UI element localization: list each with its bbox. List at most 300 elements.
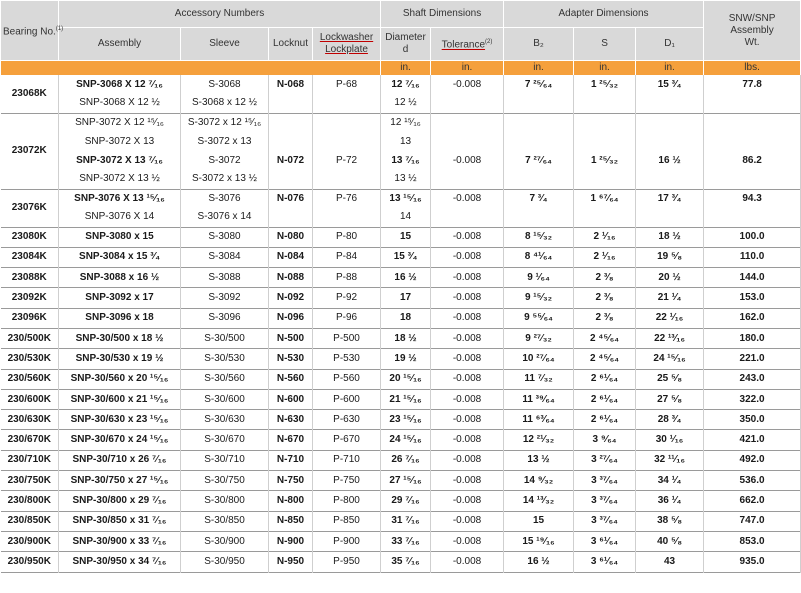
weight-cell: 86.2 [704,151,801,170]
assembly-cell: SNP-30/670 x 24 ¹⁵⁄₁₆ [59,430,181,450]
b2-cell [504,94,574,113]
d1-cell: 34 ¹⁄₄ [636,471,704,491]
bearing-group [1,531,801,551]
bearing-group [1,369,801,389]
b2-cell: 12 ²¹⁄₃₂ [504,430,574,450]
locknut-cell: N-600 [269,389,313,409]
table-row [1,552,801,572]
weight-cell: 243.0 [704,369,801,389]
lockplate-cell: P-84 [313,247,381,267]
bearing-group [1,227,801,247]
b2-cell: 8 ⁴¹⁄₆₄ [504,247,574,267]
s-cell: 3 ³⁷⁄₆₄ [574,471,636,491]
tolerance-cell: -0.008 [431,189,504,208]
lockplate-cell: P-800 [313,491,381,511]
b2-cell: 7 ²⁷⁄₆₄ [504,151,574,170]
table-row [1,471,801,491]
sleeve-cell: S-30/530 [181,349,269,369]
weight-cell: 110.0 [704,247,801,267]
b2-cell [504,170,574,189]
bearing-group [1,389,801,409]
sleeve-cell: S-3072 x 13 [181,132,269,151]
assembly-cell: SNP-3076 X 14 [59,208,181,227]
s-cell: 2 ¹⁄₁₆ [574,247,636,267]
weight-cell: 492.0 [704,450,801,470]
lockplate-cell: P-710 [313,450,381,470]
d1-cell [636,208,704,227]
weight-cell: 935.0 [704,552,801,572]
sleeve-cell: S-30/500 [181,328,269,348]
table-header [1,1,801,61]
b2-cell: 7 ³⁄₄ [504,189,574,208]
shaft-dimensions-header: Shaft Dimensions [381,1,504,28]
s-cell: 2 ⁴⁵⁄₆₄ [574,349,636,369]
unit-b2: in. [504,61,574,76]
s-cell: 1 ⁶⁷⁄₆₄ [574,189,636,208]
tolerance-cell: -0.008 [431,511,504,531]
s-cell: 2 ⁴⁵⁄₆₄ [574,328,636,348]
assembly-col-header: Assembly [59,28,181,61]
locknut-cell [269,132,313,151]
s-cell: 1 ²⁵⁄₃₂ [574,151,636,170]
tolerance-cell: -0.008 [431,450,504,470]
d1-cell: 25 ⁵⁄₈ [636,369,704,389]
bearing-number-cell: 23092K [1,288,59,308]
assembly-cell: SNP-30/630 x 23 ¹⁵⁄₁₆ [59,410,181,430]
locknut-cell: N-630 [269,410,313,430]
lockplate-cell: P-68 [313,75,381,94]
b2-cell: 9 ⁵⁵⁄₆₄ [504,308,574,328]
table-row [1,410,801,430]
locknut-cell [269,208,313,227]
tolerance-cell: -0.008 [431,308,504,328]
b2-cell: 15 [504,511,574,531]
diameter-cell: 12 ⁷⁄₁₆ [381,75,431,94]
b2-cell: 10 ²⁷⁄₆₄ [504,349,574,369]
s-cell: 3 ⁶¹⁄₆₄ [574,552,636,572]
d1-cell [636,113,704,132]
diameter-cell: 13 ¹⁵⁄₁₆ [381,189,431,208]
bearing-number-cell: 230/500K [1,328,59,348]
tolerance-cell: -0.008 [431,349,504,369]
table-row [1,113,801,132]
weight-cell [704,94,801,113]
d1-cell: 32 ¹¹⁄₁₆ [636,450,704,470]
table-row [1,208,801,227]
sleeve-cell: S-30/630 [181,410,269,430]
weight-cell: 144.0 [704,268,801,288]
assembly-cell: SNP-3072 X 13 ½ [59,170,181,189]
b2-cell: 14 ⁹⁄₃₂ [504,471,574,491]
assembly-cell: SNP-30/850 x 31 ⁷⁄₁₆ [59,511,181,531]
bearing-number-cell: 230/710K [1,450,59,470]
weight-cell: 747.0 [704,511,801,531]
weight-cell [704,208,801,227]
assembly-cell: SNP-30/950 x 34 ⁷⁄₁₆ [59,552,181,572]
diameter-cell: 16 ½ [381,268,431,288]
table-row [1,94,801,113]
tolerance-cell: -0.008 [431,268,504,288]
table-row [1,75,801,94]
b2-cell: 11 ³⁹⁄₆₄ [504,389,574,409]
diameter-cell: 24 ¹⁵⁄₁₆ [381,430,431,450]
assembly-cell: SNP-30/500 x 18 ½ [59,328,181,348]
assembly-cell: SNP-3080 x 15 [59,227,181,247]
sleeve-cell: S-30/710 [181,450,269,470]
diameter-cell: 18 ½ [381,328,431,348]
s-cell [574,170,636,189]
b2-cell: 7 ²⁵⁄₆₄ [504,75,574,94]
lockplate-cell [313,208,381,227]
diameter-cell: 29 ⁷⁄₁₆ [381,491,431,511]
locknut-cell: N-560 [269,369,313,389]
d1-cell: 22 ¹⁄₁₆ [636,308,704,328]
sleeve-cell: S-3076 x 14 [181,208,269,227]
s-cell [574,208,636,227]
b2-cell [504,132,574,151]
sleeve-cell: S-3080 [181,227,269,247]
lockplate-cell [313,132,381,151]
locknut-cell [269,94,313,113]
tolerance-col-header: Tolerance$^{(2)}$ [431,28,504,61]
diameter-cell: 12 ¹⁵⁄₁₆ [381,113,431,132]
unit-diameter: in. [381,61,431,76]
sleeve-cell: S-3072 [181,151,269,170]
assembly-cell: SNP-30/710 x 26 ⁷⁄₁₆ [59,450,181,470]
s-cell: 3 ⁶¹⁄₆₄ [574,531,636,551]
weight-cell: 153.0 [704,288,801,308]
locknut-cell: N-950 [269,552,313,572]
diameter-cell: 15 ³⁄₄ [381,247,431,267]
d1-cell [636,94,704,113]
bearing-group [1,430,801,450]
d1-col-header: D₁ [636,28,704,61]
lockplate-cell: P-600 [313,389,381,409]
assembly-cell: SNP-3068 X 12 ⁷⁄₁₆ [59,75,181,94]
sleeve-cell: S-30/750 [181,471,269,491]
bearing-group [1,450,801,470]
assembly-cell: SNP-3072 X 13 ⁷⁄₁₆ [59,151,181,170]
weight-cell: 162.0 [704,308,801,328]
table-row [1,389,801,409]
locknut-cell [269,113,313,132]
s-cell: 2 ⁶¹⁄₆₄ [574,410,636,430]
locknut-cell: N-092 [269,288,313,308]
sleeve-cell: S-3092 [181,288,269,308]
weight-header: SNW/SNP Assembly Wt. [704,1,801,61]
diameter-cell: 21 ¹⁵⁄₁₆ [381,389,431,409]
bearing-number-cell: 230/850K [1,511,59,531]
bearing-number-cell: 23072K [1,113,59,189]
d1-cell: 22 ¹³⁄₁₆ [636,328,704,348]
bearing-no-header: Bearing No.$^{(1)}$ [1,1,59,61]
bearing-group [1,288,801,308]
sleeve-cell: S-3068 x 12 ½ [181,94,269,113]
bearing-number-cell: 230/530K [1,349,59,369]
table-row [1,170,801,189]
lockplate-cell: P-76 [313,189,381,208]
sleeve-cell: S-30/900 [181,531,269,551]
s-cell: 2 ⁶¹⁄₆₄ [574,389,636,409]
d1-cell: 19 ⁵⁄₈ [636,247,704,267]
b2-cell: 15 ¹⁹⁄₁₆ [504,531,574,551]
weight-cell: 853.0 [704,531,801,551]
weight-cell: 180.0 [704,328,801,348]
b2-cell: 9 ¹⁄₆₄ [504,268,574,288]
assembly-cell: SNP-3068 X 12 ½ [59,94,181,113]
sleeve-cell: S-30/800 [181,491,269,511]
s-cell: 1 ²⁵⁄₃₂ [574,75,636,94]
bearing-group [1,113,801,189]
locknut-cell: N-076 [269,189,313,208]
bearing-number-cell: 23076K [1,189,59,227]
sleeve-cell: S-3068 [181,75,269,94]
weight-cell: 77.8 [704,75,801,94]
lockplate-cell: P-670 [313,430,381,450]
b2-cell: 9 ¹⁵⁄₃₂ [504,288,574,308]
bearing-number-cell: 23080K [1,227,59,247]
table-row [1,288,801,308]
s-cell [574,132,636,151]
sleeve-cell: S-3084 [181,247,269,267]
d1-cell: 17 ³⁄₄ [636,189,704,208]
adapter-dimensions-header: Adapter Dimensions [504,1,704,28]
bearing-group [1,349,801,369]
diameter-cell: 31 ⁷⁄₁₆ [381,511,431,531]
d1-cell: 21 ¹⁄₄ [636,288,704,308]
lockplate-cell: P-530 [313,349,381,369]
bearing-group [1,308,801,328]
sleeve-cell: S-3096 [181,308,269,328]
b2-cell: 11 ⁶³⁄₆₄ [504,410,574,430]
s-cell: 3 ²⁷⁄₆₄ [574,450,636,470]
assembly-cell: SNP-30/530 x 19 ½ [59,349,181,369]
table-row [1,349,801,369]
sleeve-cell: S-30/600 [181,389,269,409]
locknut-cell: N-800 [269,491,313,511]
diameter-cell: 13 ⁷⁄₁₆ [381,151,431,170]
unit-d1: in. [636,61,704,76]
s-cell: 2 ³⁄₈ [574,288,636,308]
tolerance-cell [431,94,504,113]
tolerance-cell: -0.008 [431,552,504,572]
weight-cell [704,170,801,189]
s-cell [574,113,636,132]
sleeve-cell: S-30/670 [181,430,269,450]
d1-cell: 24 ¹⁵⁄₁₆ [636,349,704,369]
units-row-group [1,61,801,76]
bearing-group [1,410,801,430]
table-row [1,430,801,450]
assembly-cell: SNP-30/560 x 20 ¹⁵⁄₁₆ [59,369,181,389]
s-cell: 2 ¹⁄₁₆ [574,227,636,247]
diameter-cell: 27 ¹⁵⁄₁₆ [381,471,431,491]
table-row [1,308,801,328]
locknut-cell: N-710 [269,450,313,470]
weight-cell: 94.3 [704,189,801,208]
table-row [1,531,801,551]
diameter-cell: 23 ¹⁵⁄₁₆ [381,410,431,430]
table-row [1,328,801,348]
weight-cell: 350.0 [704,410,801,430]
d1-cell: 38 ⁵⁄₈ [636,511,704,531]
diameter-cell: 17 [381,288,431,308]
d1-cell: 20 ½ [636,268,704,288]
tolerance-cell [431,113,504,132]
b2-cell [504,208,574,227]
d1-cell: 15 ³⁄₄ [636,75,704,94]
diameter-cell: 13 ½ [381,170,431,189]
bearing-group [1,75,801,113]
bearing-group [1,552,801,572]
weight-cell [704,132,801,151]
lockplate-cell: P-88 [313,268,381,288]
diameter-cell: 14 [381,208,431,227]
sleeve-cell: S-3088 [181,268,269,288]
bearing-group [1,471,801,491]
lockplate-cell: P-500 [313,328,381,348]
s-cell: 2 ⁶¹⁄₆₄ [574,369,636,389]
b2-cell: 9 ²⁷⁄₃₂ [504,328,574,348]
d1-cell [636,170,704,189]
lockplate-cell [313,113,381,132]
sleeve-cell: S-3072 x 13 ½ [181,170,269,189]
table-row [1,450,801,470]
d1-cell: 16 ½ [636,151,704,170]
tolerance-cell: -0.008 [431,328,504,348]
unit-s: in. [574,61,636,76]
table-row [1,132,801,151]
assembly-cell: SNP-3072 X 13 [59,132,181,151]
tolerance-cell: -0.008 [431,471,504,491]
lockplate-cell: P-750 [313,471,381,491]
locknut-cell: N-900 [269,531,313,551]
d1-cell [636,132,704,151]
diameter-cell: 13 [381,132,431,151]
diameter-cell: 26 ⁷⁄₁₆ [381,450,431,470]
d1-cell: 43 [636,552,704,572]
s-cell: 2 ³⁄₈ [574,308,636,328]
s-cell: 2 ³⁄₈ [574,268,636,288]
table-row [1,227,801,247]
tolerance-cell: -0.008 [431,75,504,94]
diameter-cell: 20 ¹⁵⁄₁₆ [381,369,431,389]
bearing-group [1,268,801,288]
d1-cell: 40 ⁵⁄₈ [636,531,704,551]
tolerance-cell: -0.008 [431,227,504,247]
lockplate-cell: P-630 [313,410,381,430]
locknut-cell: N-530 [269,349,313,369]
assembly-cell: SNP-30/750 x 27 ¹⁵⁄₁₆ [59,471,181,491]
b2-cell: 13 ½ [504,450,574,470]
bearing-number-cell: 23088K [1,268,59,288]
bearing-number-cell: 23084K [1,247,59,267]
table-row [1,151,801,170]
d1-cell: 36 ¹⁄₄ [636,491,704,511]
bearing-number-cell: 230/950K [1,552,59,572]
diameter-cell: 15 [381,227,431,247]
weight-cell [704,113,801,132]
assembly-cell: SNP-3076 X 13 ¹⁵⁄₁₆ [59,189,181,208]
tolerance-cell [431,132,504,151]
bearing-number-cell: 23068K [1,75,59,113]
lockplate-cell: P-850 [313,511,381,531]
tolerance-cell: -0.008 [431,369,504,389]
unit-tolerance: in. [431,61,504,76]
b2-cell: 16 ½ [504,552,574,572]
bearing-number-cell: 23096K [1,308,59,328]
assembly-cell: SNP-30/900 x 33 ⁷⁄₁₆ [59,531,181,551]
b2-cell: 14 ¹³⁄₃₂ [504,491,574,511]
lockplate-cell: P-96 [313,308,381,328]
bearing-number-cell: 230/800K [1,491,59,511]
diameter-cell: 18 [381,308,431,328]
tolerance-cell: -0.008 [431,247,504,267]
b2-cell [504,113,574,132]
lockplate-cell: P-560 [313,369,381,389]
assembly-cell: SNP-3088 x 16 ½ [59,268,181,288]
weight-cell: 662.0 [704,491,801,511]
bearing-group [1,328,801,348]
locknut-col-header: Locknut [269,28,313,61]
lockplate-cell: P-80 [313,227,381,247]
tolerance-cell: -0.008 [431,389,504,409]
d1-cell: 28 ³⁄₄ [636,410,704,430]
weight-cell: 221.0 [704,349,801,369]
sleeve-cell: S-30/950 [181,552,269,572]
assembly-cell: SNP-30/800 x 29 ⁷⁄₁₆ [59,491,181,511]
locknut-cell: N-850 [269,511,313,531]
bearing-group [1,511,801,531]
tolerance-cell: -0.008 [431,430,504,450]
diameter-cell: 35 ⁷⁄₁₆ [381,552,431,572]
s-cell: 3 ⁹⁄₆₄ [574,430,636,450]
lockplate-cell: P-92 [313,288,381,308]
d1-cell: 27 ⁵⁄₈ [636,389,704,409]
bearing-number-cell: 230/560K [1,369,59,389]
lockplate-cell: P-950 [313,552,381,572]
tolerance-cell: -0.008 [431,531,504,551]
diameter-cell: 12 ½ [381,94,431,113]
b2-cell: 8 ¹⁵⁄₃₂ [504,227,574,247]
table-row [1,491,801,511]
b2-cell: 11 ⁷⁄₃₂ [504,369,574,389]
table-row [1,511,801,531]
locknut-cell [269,170,313,189]
weight-cell: 322.0 [704,389,801,409]
locknut-cell: N-750 [269,471,313,491]
units-row [1,61,801,76]
weight-cell: 100.0 [704,227,801,247]
sleeve-cell: S-3076 [181,189,269,208]
s-col-header: S [574,28,636,61]
b2-col-header: B₂ [504,28,574,61]
unit-weight: lbs. [704,61,801,76]
accessory-numbers-header: Accessory Numbers [59,1,381,28]
table-row [1,247,801,267]
tolerance-cell: -0.008 [431,491,504,511]
assembly-cell: SNP-3096 x 18 [59,308,181,328]
tolerance-cell: -0.008 [431,288,504,308]
locknut-cell: N-096 [269,308,313,328]
lockplate-cell: P-72 [313,151,381,170]
s-cell: 3 ³⁷⁄₆₄ [574,491,636,511]
s-cell: 3 ³⁷⁄₆₄ [574,511,636,531]
table-row [1,189,801,208]
diameter-col-header: Diameter d [381,28,431,61]
bearing-number-cell: 230/600K [1,389,59,409]
bearing-number-cell: 230/630K [1,410,59,430]
